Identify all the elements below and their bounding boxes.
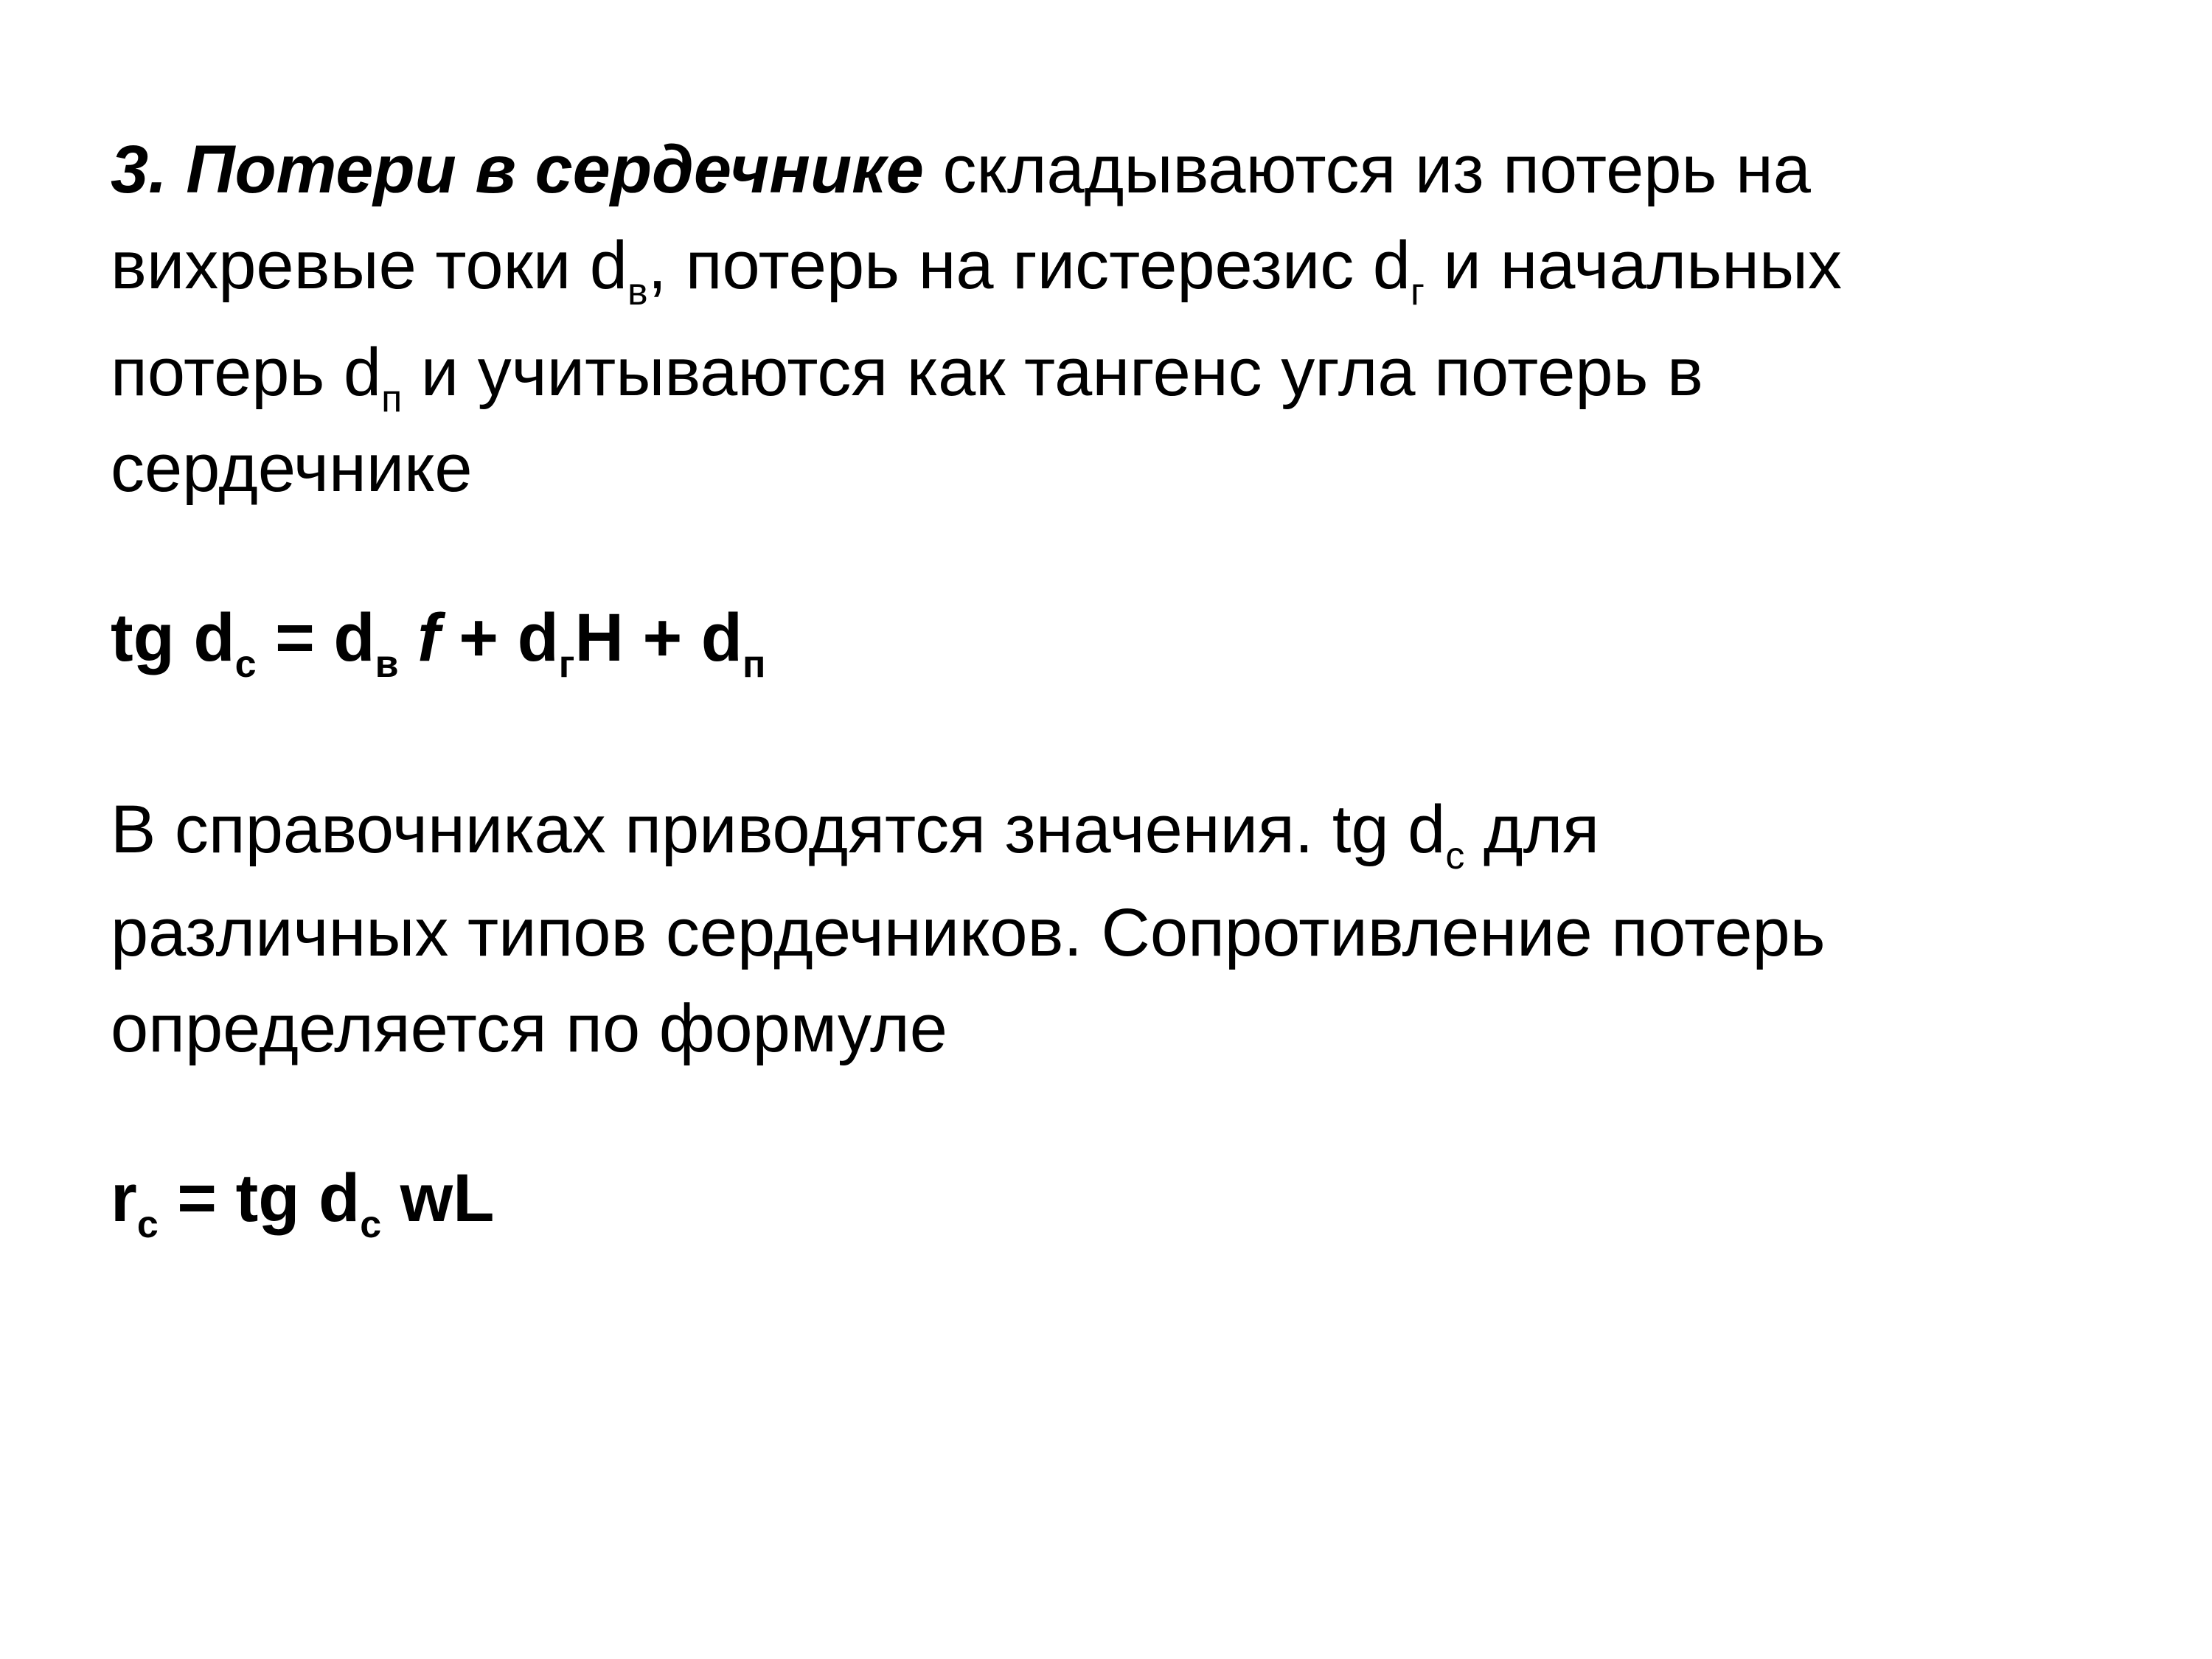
text-line [111,782,2146,877]
paragraph-core-losses [111,122,2146,516]
formula-loss-resistance [111,1150,2146,1246]
subscript: п [381,378,403,420]
subscript: с [136,1203,159,1246]
formula-variable: f [398,600,440,675]
formula-line [111,590,2146,686]
subscript: в [375,643,399,686]
subscript: с [360,1203,382,1246]
subscript: г [1410,271,1425,313]
text-run: различных типов сердечников. Сопротивление потерь [111,895,1826,970]
subscript: с [1445,835,1465,877]
formula-run: = d [256,600,375,675]
text-line [111,324,2146,420]
text-line [111,981,2146,1077]
text-run: В справочниках приводятся значения. tg d [111,792,1446,867]
formula-run: + d [439,600,559,675]
subscript: с [234,643,257,686]
text-run: потерь d [111,335,382,410]
section-heading: 3. Потери в сердечнике [111,132,924,207]
text-run: и начальных [1424,228,1843,303]
formula-line [111,1150,2146,1246]
formula-run: tg d [111,600,235,675]
text-run: вихревые токи d [111,228,627,303]
text-run: сердечнике [111,431,473,506]
text-run: складываются из потерь на [923,132,1811,207]
text-run: определяется по формуле [111,991,947,1066]
text-line [111,122,2146,218]
text-line [111,885,2146,981]
text-run: для [1464,792,1600,867]
subscript: п [742,643,766,686]
formula-tg-delta [111,590,2146,686]
subscript: г [558,643,575,686]
text-line [111,420,2146,516]
paragraph-reference-values [111,782,2146,1077]
subscript: в [627,271,648,313]
text-run: , потерь на гистерезис d [647,228,1411,303]
formula-run: H + d [574,600,742,675]
formula-run: wL [381,1161,495,1236]
text-run: и учитываются как тангенс угла потерь в [402,335,1703,410]
text-line [111,218,2146,313]
formula-run: = tg d [158,1161,361,1236]
formula-run: r [111,1161,137,1236]
